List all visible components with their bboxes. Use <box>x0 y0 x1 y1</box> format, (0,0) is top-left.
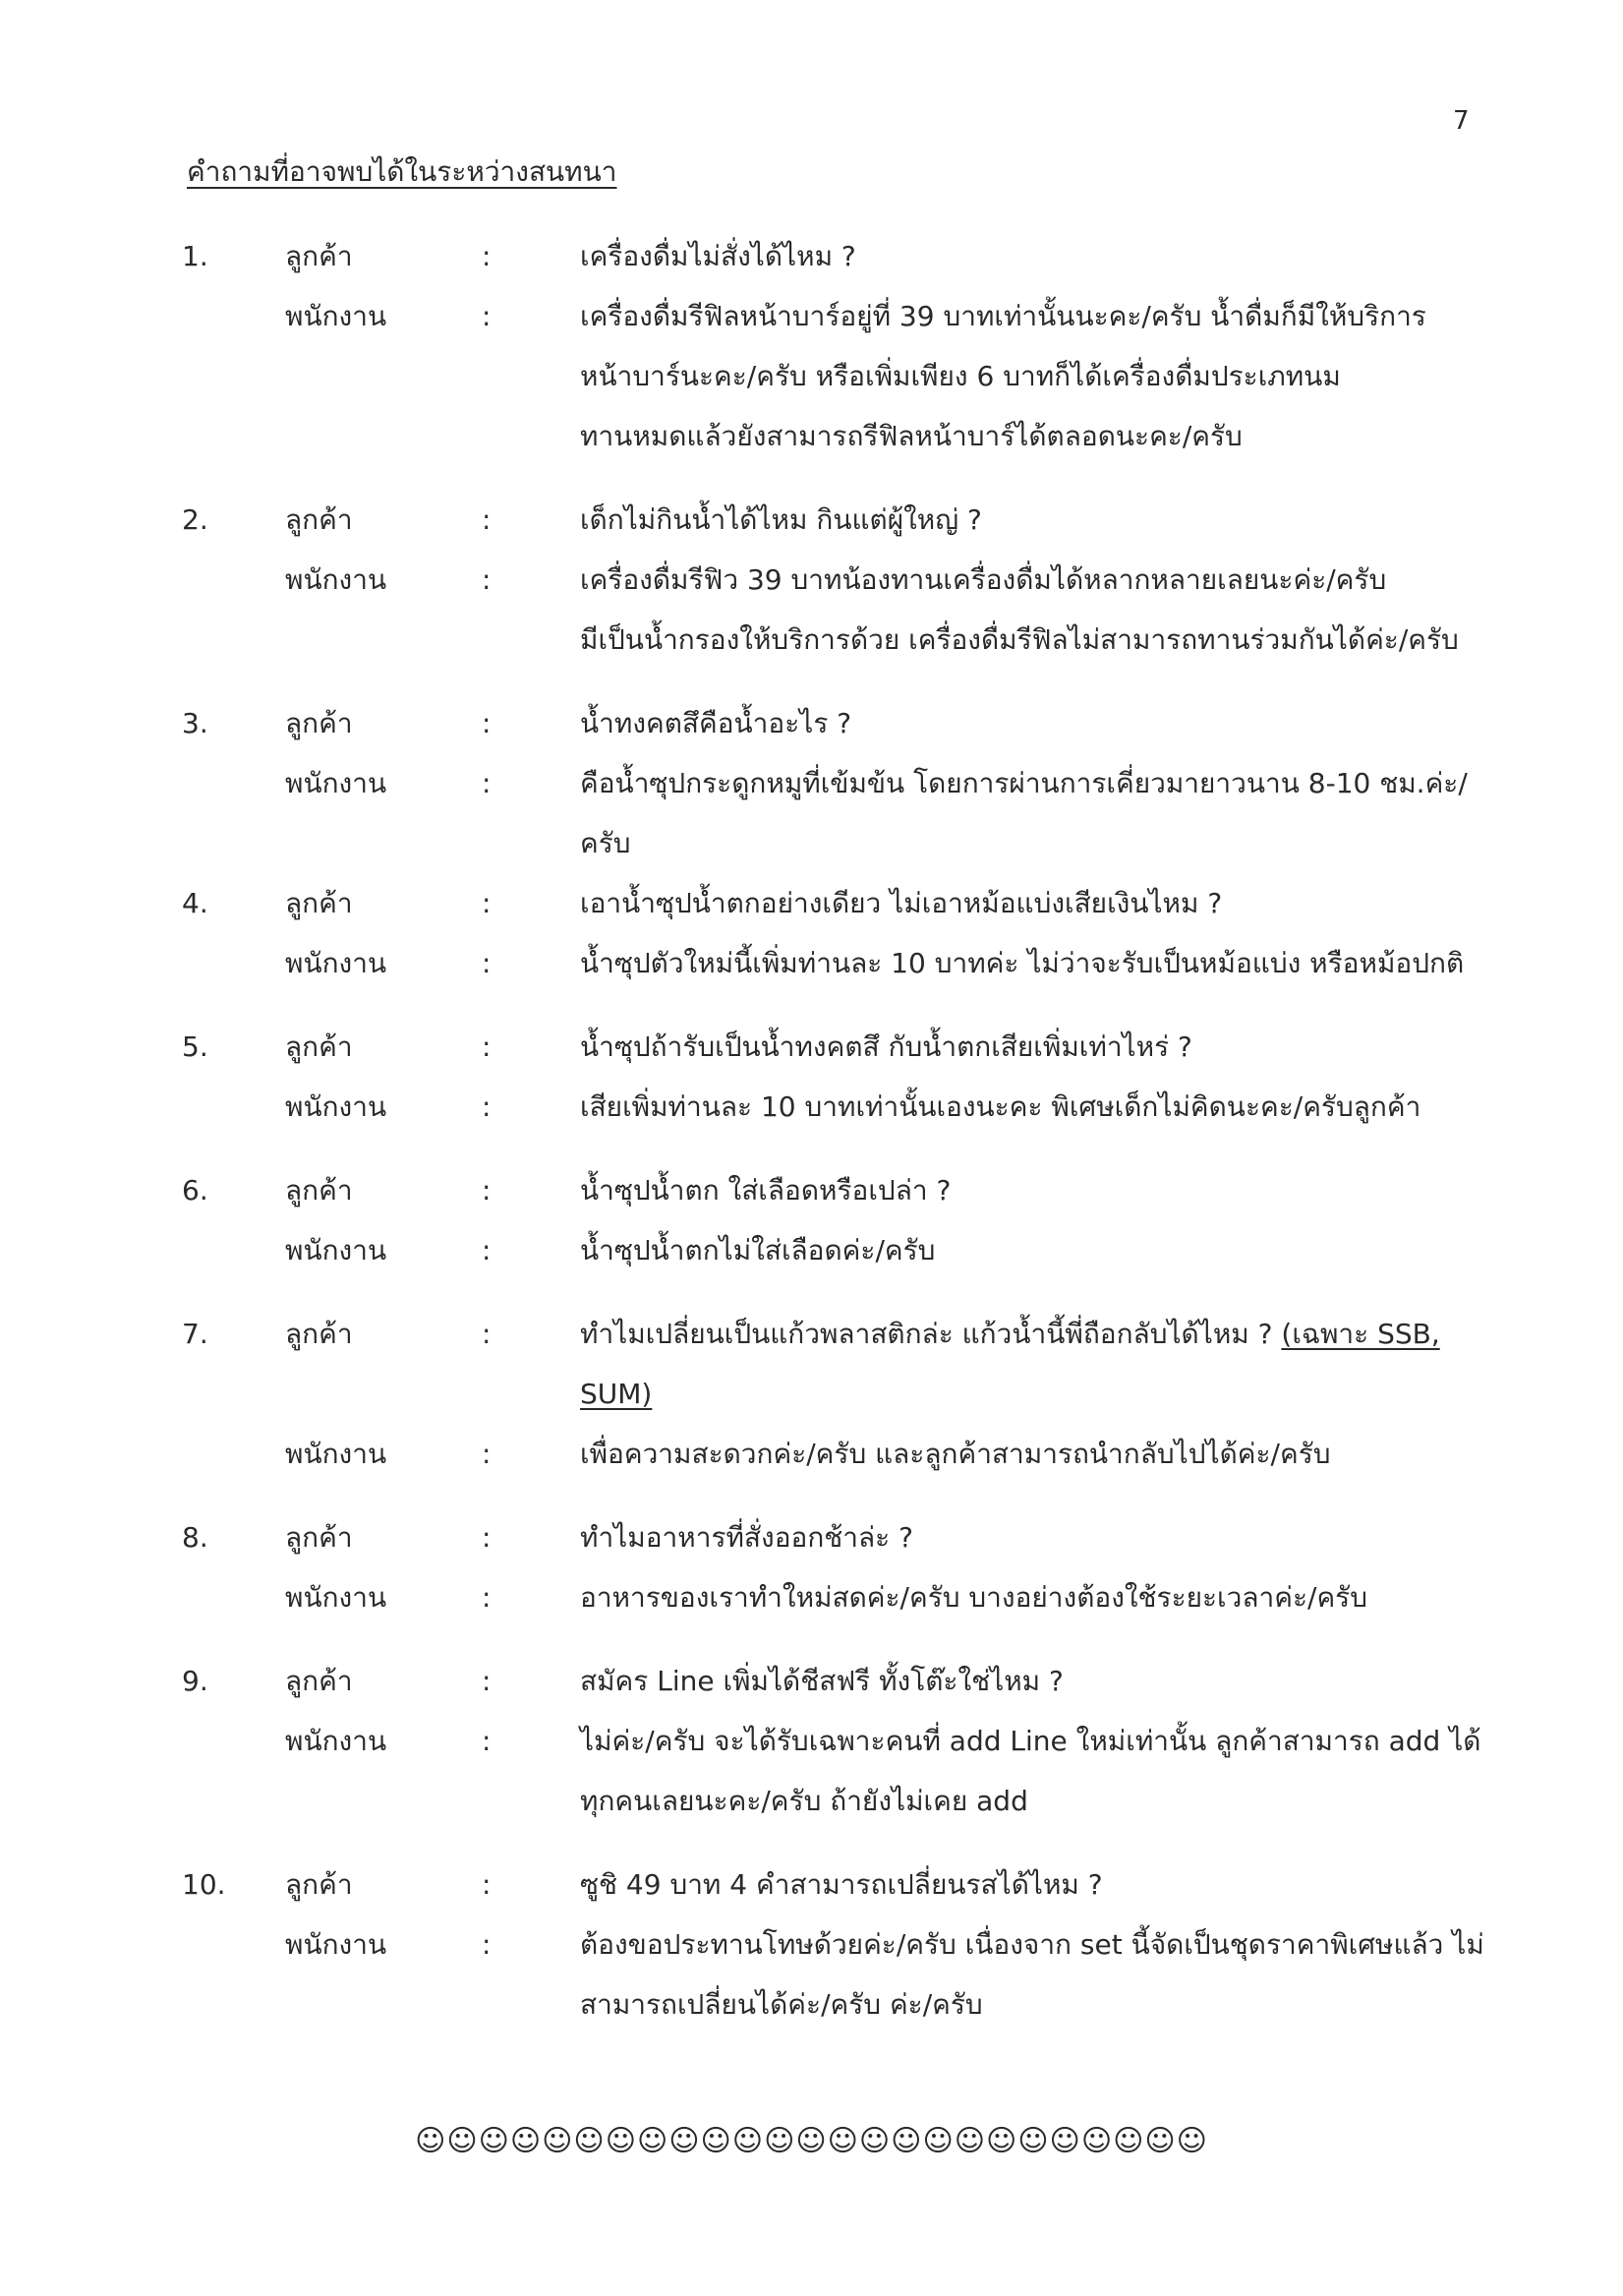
question-line <box>0 1507 1623 1567</box>
question-line <box>0 1651 1623 1711</box>
answer-line <box>0 1711 1623 1771</box>
footer-smiley-row: ☺☺☺☺☺☺☺☺☺☺☺☺☺☺☺☺☺☺☺☺☺☺☺☺☺ <box>415 2124 1208 2158</box>
customer-label: ลูกค้า <box>285 1030 353 1063</box>
answer-text: เครื่องดื่มรีฟิว 39 บาทน้องทานเครื่องดื่มได้หลากหลายเลยนะค่ะ/ครับ <box>580 563 1387 596</box>
item-number: 3. <box>182 707 208 739</box>
answer-text: น้ำซุปตัวใหม่นี้เพิ่มท่านละ 10 บาทค่ะ ไม่ว่าจะรับเป็นหม้อแบ่ง หรือหม้อปกติ <box>580 947 1465 979</box>
question-line <box>0 873 1623 933</box>
customer-label: ลูกค้า <box>285 1665 353 1697</box>
colon: : <box>482 1868 492 1901</box>
item-number: 4. <box>182 887 208 919</box>
question-text: ซูชิ 49 บาท 4 คำสามารถเปลี่ยนรสได้ไหม ? <box>580 1868 1103 1901</box>
answer-text: ไม่ค่ะ/ครับ จะได้รับเฉพาะคนที่ add Line ใหม่เท่านั้น ลูกค้าสามารถ add ได้ <box>580 1725 1481 1757</box>
staff-label: พนักงาน <box>285 1234 387 1266</box>
question-note: (เฉพาะ SSB, <box>1281 1318 1440 1350</box>
qa-item <box>0 1507 1623 1627</box>
staff-label: พนักงาน <box>285 1438 387 1470</box>
answer-continuation <box>0 610 1623 670</box>
answer-text: ทุกคนเลยนะคะ/ครับ ถ้ายังไม่เคย add <box>580 1785 1028 1817</box>
question-text <box>580 1304 1484 1364</box>
colon: : <box>482 947 492 979</box>
question-line <box>0 693 1623 753</box>
item-number: 6. <box>182 1174 208 1207</box>
answer-text: สามารถเปลี่ยนได้ค่ะ/ครับ ค่ะ/ครับ <box>580 1988 983 2021</box>
item-number: 9. <box>182 1665 208 1697</box>
staff-label: พนักงาน <box>285 563 387 596</box>
question-line <box>0 1304 1623 1364</box>
question-line <box>0 1160 1623 1220</box>
question-text: เครื่องดื่มไม่สั่งได้ไหม ? <box>580 240 856 272</box>
answer-line <box>0 933 1623 993</box>
question-main: ทำไมเปลี่ยนเป็นแก้วพลาสติกล่ะ แก้วน้ำนี้พี่ถือกลับได้ไหม ? <box>580 1318 1273 1350</box>
colon: : <box>482 1581 492 1614</box>
staff-label: พนักงาน <box>285 767 387 799</box>
qa-item <box>0 873 1623 993</box>
answer-continuation <box>0 1974 1623 2034</box>
answer-text: มีเป็นน้ำกรองให้บริการด้วย เครื่องดื่มรีฟิลไม่สามารถทานร่วมกันได้ค่ะ/ครับ <box>580 623 1459 656</box>
qa-item <box>0 1017 1623 1137</box>
question-text <box>580 1364 1484 1424</box>
question-note: SUM) <box>580 1378 653 1410</box>
question-text: เด็กไม่กินน้ำได้ไหม กินแต่ผู้ใหญ่ ? <box>580 503 982 536</box>
item-number: 5. <box>182 1030 208 1063</box>
colon: : <box>482 887 492 919</box>
answer-line <box>0 1424 1623 1484</box>
answer-line <box>0 1914 1623 1974</box>
answer-line <box>0 753 1623 813</box>
colon: : <box>482 1090 492 1123</box>
answer-line <box>0 1567 1623 1627</box>
qa-item <box>0 1854 1623 2034</box>
customer-label: ลูกค้า <box>285 1174 353 1207</box>
customer-label: ลูกค้า <box>285 503 353 536</box>
answer-text: ครับ <box>580 827 631 859</box>
colon: : <box>482 1174 492 1207</box>
qa-item <box>0 1651 1623 1831</box>
question-line <box>0 1854 1623 1914</box>
item-number: 7. <box>182 1318 208 1350</box>
customer-label: ลูกค้า <box>285 1868 353 1901</box>
answer-line <box>0 550 1623 610</box>
question-text: น้ำทงคตสึคือน้ำอะไร ? <box>580 707 852 739</box>
qa-item <box>0 226 1623 466</box>
staff-label: พนักงาน <box>285 1725 387 1757</box>
answer-text: ต้องขอประทานโทษด้วยค่ะ/ครับ เนื่องจาก set นี้จัดเป็นชุดราคาพิเศษแล้ว ไม่ <box>580 1928 1484 1961</box>
colon: : <box>482 1521 492 1554</box>
qa-item <box>0 1304 1623 1484</box>
staff-label: พนักงาน <box>285 1090 387 1123</box>
item-number: 1. <box>182 240 208 272</box>
answer-text: คือน้ำซุปกระดูกหมูที่เข้มข้น โดยการผ่านการเคี่ยวมายาวนาน 8-10 ชม.ค่ะ/ <box>580 767 1468 799</box>
colon: : <box>482 1665 492 1697</box>
answer-continuation <box>0 406 1623 466</box>
qa-item <box>0 490 1623 670</box>
page-number: 7 <box>1453 106 1470 136</box>
question-continuation <box>0 1364 1623 1424</box>
question-text: เอาน้ำซุปน้ำตกอย่างเดียว ไม่เอาหม้อแบ่งเสียเงินไหม ? <box>580 887 1223 919</box>
staff-label: พนักงาน <box>285 300 387 332</box>
qa-list <box>0 226 1623 2058</box>
qa-item <box>0 693 1623 873</box>
colon: : <box>482 240 492 272</box>
answer-continuation <box>0 346 1623 406</box>
qa-item <box>0 1160 1623 1280</box>
question-text: น้ำซุปน้ำตก ใส่เลือดหรือเปล่า ? <box>580 1174 952 1207</box>
colon: : <box>482 1234 492 1266</box>
colon: : <box>482 300 492 332</box>
answer-text: ทานหมดแล้วยังสามารถรีฟิลหน้าบาร์ได้ตลอดนะคะ/ครับ <box>580 420 1243 452</box>
answer-text: เครื่องดื่มรีฟิลหน้าบาร์อยู่ที่ 39 บาทเท่านั้นนะคะ/ครับ น้ำดื่มก็มีให้บริการ <box>580 300 1426 332</box>
question-line <box>0 226 1623 286</box>
question-line <box>0 490 1623 550</box>
customer-label: ลูกค้า <box>285 1318 353 1350</box>
answer-line <box>0 286 1623 346</box>
item-number: 2. <box>182 503 208 536</box>
answer-continuation <box>0 813 1623 873</box>
item-number: 10. <box>182 1868 226 1901</box>
customer-label: ลูกค้า <box>285 707 353 739</box>
customer-label: ลูกค้า <box>285 887 353 919</box>
question-line <box>0 1017 1623 1077</box>
colon: : <box>482 707 492 739</box>
answer-text: หน้าบาร์นะคะ/ครับ หรือเพิ่มเพียง 6 บาทก็ได้เครื่องดื่มประเภทนม <box>580 360 1341 392</box>
colon: : <box>482 1928 492 1961</box>
colon: : <box>482 1438 492 1470</box>
answer-line <box>0 1220 1623 1280</box>
colon: : <box>482 503 492 536</box>
answer-text: น้ำซุปน้ำตกไม่ใส่เลือดค่ะ/ครับ <box>580 1234 936 1266</box>
customer-label: ลูกค้า <box>285 1521 353 1554</box>
item-number: 8. <box>182 1521 208 1554</box>
question-text: สมัคร Line เพิ่มได้ชีสฟรี ทั้งโต๊ะใช่ไหม ? <box>580 1665 1064 1697</box>
colon: : <box>482 1318 492 1350</box>
staff-label: พนักงาน <box>285 947 387 979</box>
staff-label: พนักงาน <box>285 1581 387 1614</box>
colon: : <box>482 563 492 596</box>
colon: : <box>482 1725 492 1757</box>
answer-text: เสียเพิ่มท่านละ 10 บาทเท่านั้นเองนะคะ พิเศษเด็กไม่คิดนะคะ/ครับลูกค้า <box>580 1090 1421 1123</box>
colon: : <box>482 767 492 799</box>
answer-text: เพื่อความสะดวกค่ะ/ครับ และลูกค้าสามารถนำกลับไปได้ค่ะ/ครับ <box>580 1438 1331 1470</box>
page-title: คำถามที่อาจพบได้ในระหว่างสนทนา <box>187 155 617 188</box>
colon: : <box>482 1030 492 1063</box>
customer-label: ลูกค้า <box>285 240 353 272</box>
question-text: ทำไมอาหารที่สั่งออกช้าล่ะ ? <box>580 1521 913 1554</box>
question-text: น้ำซุปถ้ารับเป็นน้ำทงคตสึ กับน้ำตกเสียเพิ่มเท่าไหร่ ? <box>580 1030 1192 1063</box>
answer-text: อาหารของเราทำใหม่สดค่ะ/ครับ บางอย่างต้องใช้ระยะเวลาค่ะ/ครับ <box>580 1581 1367 1614</box>
answer-line <box>0 1077 1623 1137</box>
staff-label: พนักงาน <box>285 1928 387 1961</box>
answer-continuation <box>0 1771 1623 1831</box>
